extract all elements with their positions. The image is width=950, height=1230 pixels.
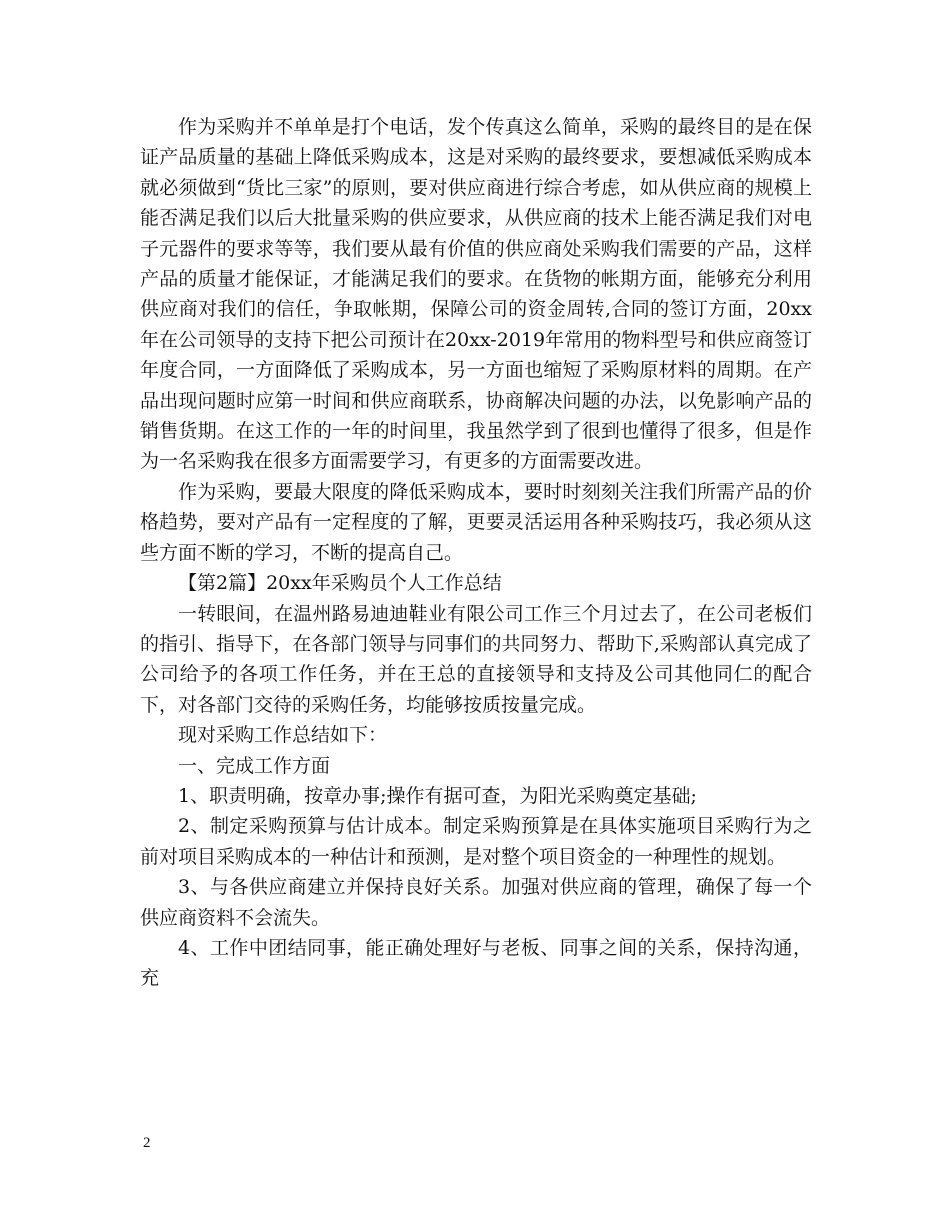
- paragraph-three-months: 一转眼间，在温州路易迪迪鞋业有限公司工作三个月过去了，在公司老板们的指引、指导下，在各部门领导与同事们的共同努力、帮助下,采购部认真完成了公司给予的各项工作任务，并在王总的直接领导和支持及公司其他同仁的配合下，对各部门交待的采购任务，均能够按质按量完成。: [140, 602, 812, 716]
- list-item-3: 3、与各供应商建立并保持良好关系。加强对供应商的管理，确保了每一个供应商资料不会流失。: [140, 876, 812, 929]
- document-body: [140, 112, 812, 994]
- paragraph-procurement-goal: 作为采购并不单单是打个电话，发个传真这么简单，采购的最终目的是在保证产品质量的基础上降低采购成本，这是对采购的最终要求，要想减低采购成本就必须做到“货比三家”的原则，要对供应商进行综合考虑，如从供应商的规模上能否满足我们以后大批量采购的供应要求，从供应商的技术上能否满足我们对电子元器件的要求等等，我们要从最有价值的供应商处采购我们需要的产品，这样产品的质量才能保证，才能满足我们的要求。在货物的帐期方面，能够充分利用供应商对我们的信任，争取帐期，保障公司的资金周转,合同的签订方面，20xx年在公司领导的支持下把公司预计在20xx-2019年常用的物料型号和供应商签订年度合同，一方面降低了采购成本，另一方面也缩短了采购原材料的周期。在产品出现问题时应第一时间和供应商联系，协商解决问题的办法，以免影响产品的销售货期。在这工作的一年的时间里，我虽然学到了很到也懂得了很多，但是作为一名采购我在很多方面需要学习，有更多的方面需要改进。: [140, 116, 812, 473]
- paragraph-summary-intro: 现对采购工作总结如下：: [178, 724, 388, 747]
- heading-completed-work: 一、完成工作方面: [178, 754, 331, 777]
- list-item-2: 2、制定采购预算与估计成本。制定采购预算是在具体实施项目采购行为之前对项目采购成本的一种估计和预测，是对整个项目资金的一种理性的规划。: [140, 815, 812, 868]
- paragraph-cost-reduction: 作为采购，要最大限度的降低采购成本，要时时刻刻关注我们所需产品的价格趋势，要对产品有一定程度的了解，更要灵活运用各种采购技巧，我必须从这些方面不断的学习，不断的提高自己。: [140, 480, 812, 564]
- list-item-1: 1、职责明确，按章办事;操作有据可查，为阳光采购奠定基础;: [178, 784, 697, 807]
- page-number: 2: [143, 1135, 151, 1151]
- list-item-4: 4、工作中团结同事，能正确处理好与老板、同事之间的关系，保持沟通，充: [140, 936, 812, 990]
- section-heading-part-2: 【第2篇】20xx年采购员个人工作总结: [178, 572, 502, 595]
